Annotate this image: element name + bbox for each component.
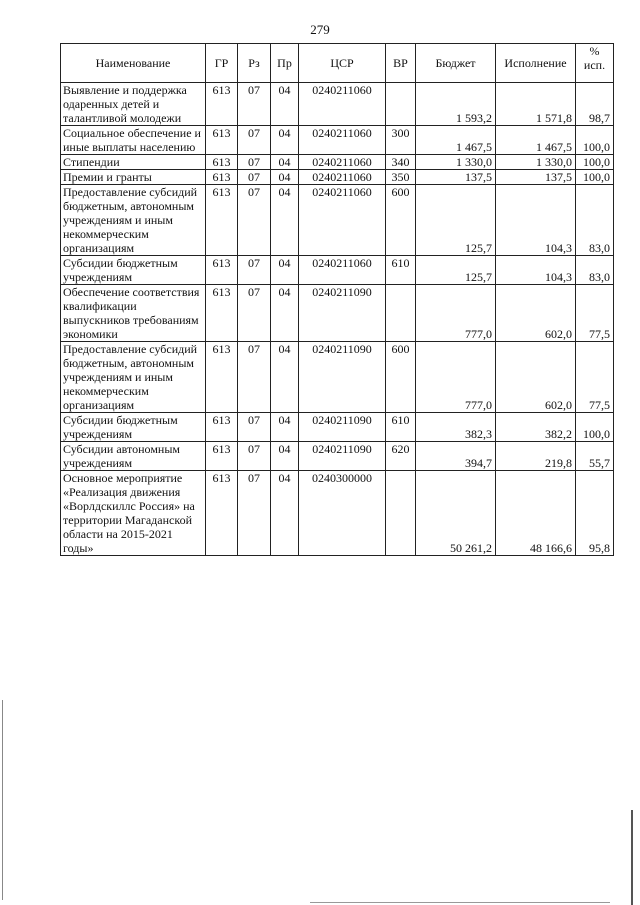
header-execution: Исполнение: [496, 44, 576, 83]
row-rz: 07: [238, 126, 271, 155]
header-row: [61, 44, 614, 83]
row-csr: 0240211060: [299, 155, 386, 170]
row-execution: 1 467,5: [496, 126, 576, 155]
row-gr: 613: [206, 83, 238, 126]
table-row: [61, 342, 614, 413]
header-percent-line2: исп.: [583, 58, 606, 72]
table-row: [61, 285, 614, 342]
row-pr: 04: [271, 471, 299, 556]
table-row: [61, 442, 614, 471]
row-execution: 602,0: [496, 342, 576, 413]
row-execution: 104,3: [496, 256, 576, 285]
header-rz: Рз: [238, 44, 271, 83]
header-percent-line1: %: [589, 44, 600, 58]
row-gr: 613: [206, 126, 238, 155]
scan-margin-line-left: [2, 700, 3, 900]
row-vr: 620: [386, 442, 416, 471]
table-row: [61, 126, 614, 155]
row-percent: 100,0: [576, 170, 614, 185]
row-budget: 394,7: [416, 442, 496, 471]
row-percent: 100,0: [576, 413, 614, 442]
budget-table: [60, 43, 614, 556]
row-name: Социальное обеспечение и иные выплаты населению: [61, 126, 206, 155]
row-rz: 07: [238, 285, 271, 342]
row-percent: 83,0: [576, 185, 614, 256]
row-name: Субсидии бюджетным учреждениям: [61, 413, 206, 442]
table-row: [61, 413, 614, 442]
row-csr: 0240211090: [299, 442, 386, 471]
row-pr: 04: [271, 83, 299, 126]
row-name: Выявление и поддержка одаренных детей и талантливой молодежи: [61, 83, 206, 126]
row-vr: [386, 83, 416, 126]
row-percent: 55,7: [576, 442, 614, 471]
table-row: [61, 155, 614, 170]
row-gr: 613: [206, 185, 238, 256]
row-pr: 04: [271, 256, 299, 285]
row-rz: 07: [238, 413, 271, 442]
row-rz: 07: [238, 342, 271, 413]
row-rz: 07: [238, 155, 271, 170]
row-execution: 1 571,8: [496, 83, 576, 126]
row-budget: 1 330,0: [416, 155, 496, 170]
row-percent: 98,7: [576, 83, 614, 126]
header-percent: [576, 44, 614, 83]
table-row: [61, 83, 614, 126]
row-rz: 07: [238, 442, 271, 471]
row-vr: 600: [386, 342, 416, 413]
row-execution: 137,5: [496, 170, 576, 185]
header-budget: Бюджет: [416, 44, 496, 83]
row-budget: 1 593,2: [416, 83, 496, 126]
row-pr: 04: [271, 342, 299, 413]
row-gr: 613: [206, 413, 238, 442]
row-execution: 1 330,0: [496, 155, 576, 170]
row-gr: 613: [206, 442, 238, 471]
row-vr: 610: [386, 413, 416, 442]
header-vr: ВР: [386, 44, 416, 83]
row-vr: [386, 471, 416, 556]
row-name: Обеспечение соответствия квалификации выпускников требованиям экономики: [61, 285, 206, 342]
row-csr: 0240211060: [299, 83, 386, 126]
header-csr: ЦСР: [299, 44, 386, 83]
row-name: Предоставление субсидий бюджетным, автономным учреждениям и иным некоммерческим организациям: [61, 342, 206, 413]
table-row: [61, 185, 614, 256]
row-vr: 340: [386, 155, 416, 170]
row-csr: 0240211060: [299, 256, 386, 285]
row-name: Основное мероприятие «Реализация движения «Ворлдскиллс Россия» на территории Магаданской области на 2015-2021 годы»: [61, 471, 206, 556]
row-vr: 300: [386, 126, 416, 155]
row-csr: 0240211090: [299, 285, 386, 342]
table-row: [61, 170, 614, 185]
row-gr: 613: [206, 285, 238, 342]
row-csr: 0240300000: [299, 471, 386, 556]
row-execution: 219,8: [496, 442, 576, 471]
row-csr: 0240211090: [299, 413, 386, 442]
row-budget: 777,0: [416, 285, 496, 342]
row-gr: 613: [206, 256, 238, 285]
row-rz: 07: [238, 83, 271, 126]
row-percent: 83,0: [576, 256, 614, 285]
row-percent: 100,0: [576, 126, 614, 155]
row-budget: 777,0: [416, 342, 496, 413]
row-name: Субсидии бюджетным учреждениям: [61, 256, 206, 285]
row-percent: 77,5: [576, 342, 614, 413]
scan-margin-line-right: [631, 810, 633, 905]
row-execution: 382,2: [496, 413, 576, 442]
row-pr: 04: [271, 170, 299, 185]
row-execution: 104,3: [496, 185, 576, 256]
header-pr: Пр: [271, 44, 299, 83]
row-name: Стипендии: [61, 155, 206, 170]
row-pr: 04: [271, 155, 299, 170]
row-rz: 07: [238, 256, 271, 285]
header-gr: ГР: [206, 44, 238, 83]
row-gr: 613: [206, 155, 238, 170]
row-csr: 0240211060: [299, 185, 386, 256]
row-percent: 100,0: [576, 155, 614, 170]
row-execution: 48 166,6: [496, 471, 576, 556]
row-percent: 77,5: [576, 285, 614, 342]
row-rz: 07: [238, 471, 271, 556]
header-name: Наименование: [61, 44, 206, 83]
row-name: Премии и гранты: [61, 170, 206, 185]
row-execution: 602,0: [496, 285, 576, 342]
row-budget: 125,7: [416, 256, 496, 285]
table-body: [61, 83, 614, 556]
table-row: [61, 256, 614, 285]
row-pr: 04: [271, 442, 299, 471]
row-percent: 95,8: [576, 471, 614, 556]
row-budget: 125,7: [416, 185, 496, 256]
row-rz: 07: [238, 170, 271, 185]
row-vr: 600: [386, 185, 416, 256]
row-gr: 613: [206, 471, 238, 556]
row-pr: 04: [271, 126, 299, 155]
row-pr: 04: [271, 413, 299, 442]
row-csr: 0240211060: [299, 126, 386, 155]
row-budget: 50 261,2: [416, 471, 496, 556]
row-name: Субсидии автономным учреждениям: [61, 442, 206, 471]
row-csr: 0240211060: [299, 170, 386, 185]
page-number: 279: [310, 22, 330, 37]
row-csr: 0240211090: [299, 342, 386, 413]
row-name: Предоставление субсидий бюджетным, автономным учреждениям и иным некоммерческим организациям: [61, 185, 206, 256]
row-gr: 613: [206, 342, 238, 413]
row-pr: 04: [271, 185, 299, 256]
row-budget: 382,3: [416, 413, 496, 442]
row-rz: 07: [238, 185, 271, 256]
row-budget: 1 467,5: [416, 126, 496, 155]
row-gr: 613: [206, 170, 238, 185]
row-pr: 04: [271, 285, 299, 342]
row-vr: 350: [386, 170, 416, 185]
row-budget: 137,5: [416, 170, 496, 185]
scan-footer-rule: [310, 902, 610, 903]
row-vr: 610: [386, 256, 416, 285]
row-vr: [386, 285, 416, 342]
table-header: [61, 44, 614, 83]
table-row: [61, 471, 614, 556]
